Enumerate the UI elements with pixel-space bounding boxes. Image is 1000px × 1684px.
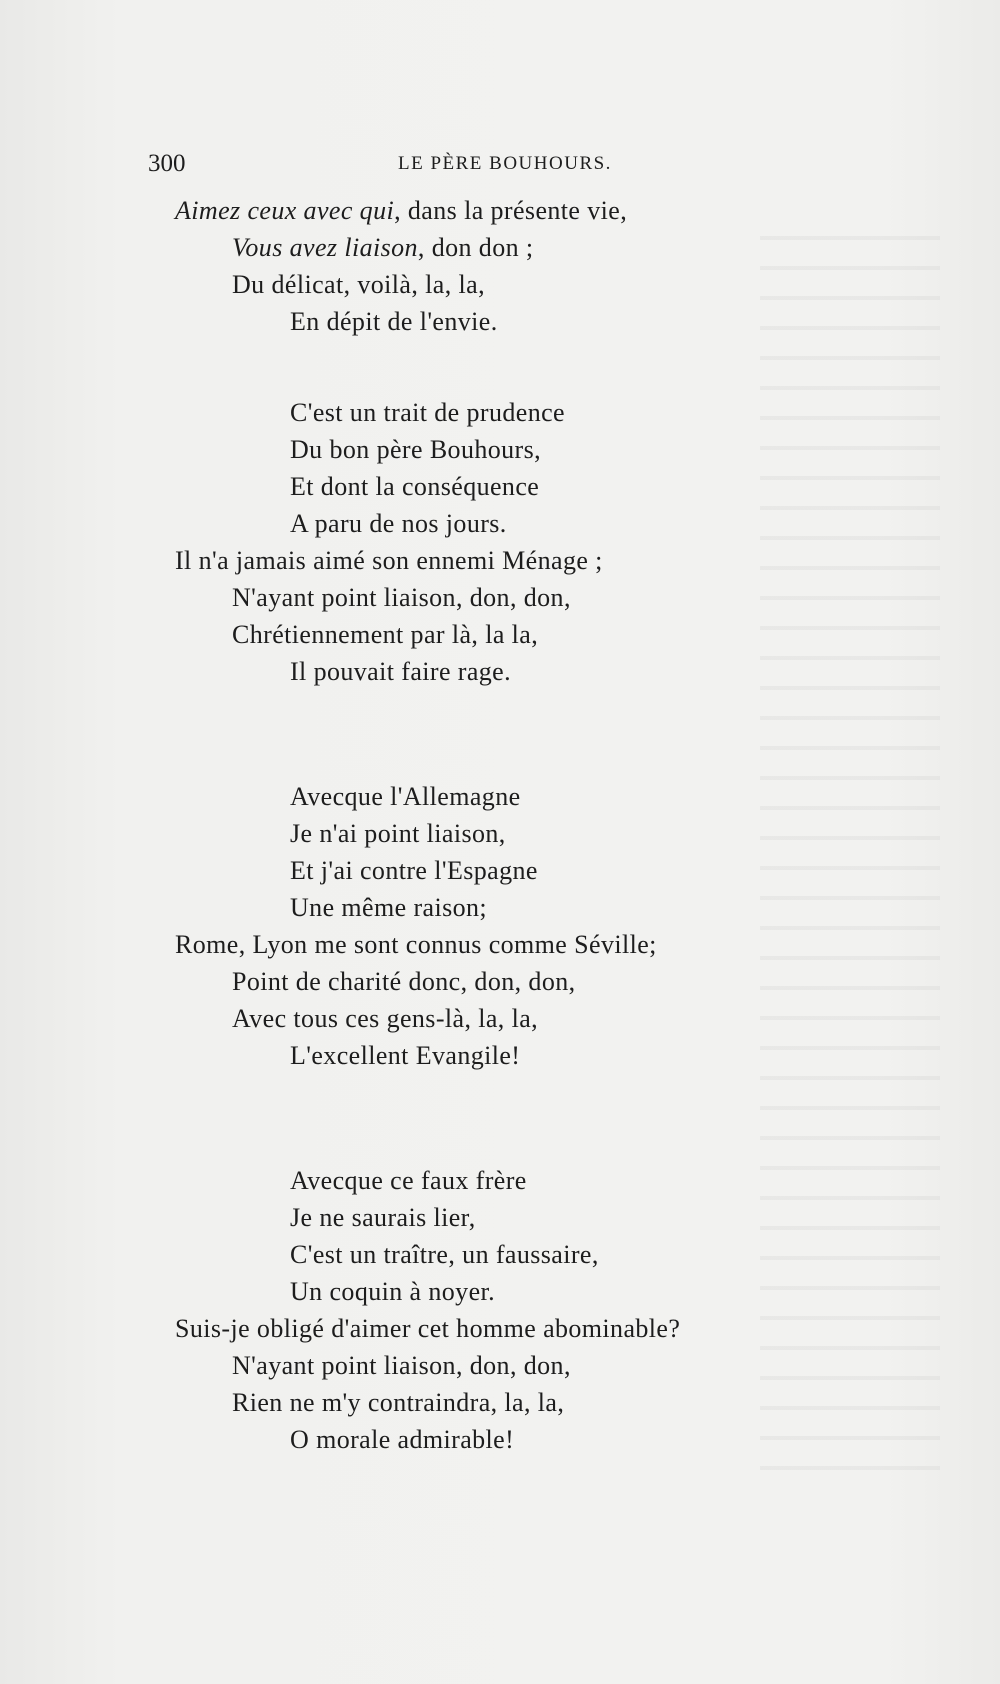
verse-text: N'ayant point liaison, don, don, (232, 583, 571, 612)
verse-line (232, 581, 571, 615)
verse-line (175, 928, 657, 962)
verse-text: Et dont la conséquence (290, 472, 540, 501)
page-header (148, 150, 658, 182)
verse-text: En dépit de l'envie. (290, 307, 498, 336)
verse-text: C'est un traître, un faussaire, (290, 1240, 599, 1269)
verse-line (232, 618, 538, 652)
verse-text: Chrétiennement par là, la la, (232, 620, 539, 649)
verse-text: O morale admirable! (290, 1425, 515, 1454)
verse-line (290, 396, 565, 430)
verse-line (290, 507, 507, 541)
show-through-bleed (760, 210, 940, 1490)
verse-text: Je n'ai point liaison, (290, 819, 506, 848)
verse-line (232, 1349, 571, 1383)
verse-line (175, 544, 603, 578)
verse-line (290, 470, 539, 504)
verse-line (232, 1002, 538, 1036)
verse-line (290, 817, 506, 851)
verse-line (290, 1238, 599, 1272)
verse-line (290, 891, 487, 925)
verse-line (290, 1275, 495, 1309)
verse-text: Je ne saurais lier, (290, 1203, 476, 1232)
verse-text: Il n'a jamais aimé son ennemi Ménage ; (175, 546, 603, 575)
verse-line (290, 433, 541, 467)
verse-line (232, 1386, 564, 1420)
verse-text: Rome, Lyon me sont connus comme Séville; (175, 930, 657, 959)
verse-text: Rien ne m'y contraindra, la, la, (232, 1388, 565, 1417)
verse-text: Un coquin à noyer. (290, 1277, 496, 1306)
verse-line (232, 268, 485, 302)
verse-line (290, 655, 511, 689)
verse-text: L'excellent Evangile! (290, 1041, 521, 1070)
verse-text: Une même raison; (290, 893, 488, 922)
italic-text: Vous avez liaison (232, 233, 418, 262)
verse-line (232, 231, 534, 265)
verse-line (290, 305, 498, 339)
verse-text: , dans la présente vie, (394, 196, 628, 225)
verse-line (290, 1423, 514, 1457)
italic-text: Aimez ceux avec qui (175, 196, 395, 225)
verse-line (175, 1312, 680, 1346)
verse-text: Point de charité donc, don, don, (232, 967, 576, 996)
verse-line (290, 1201, 476, 1235)
verse-text: C'est un trait de prudence (290, 398, 565, 427)
verse-text: N'ayant point liaison, don, don, (232, 1351, 571, 1380)
verse-text: Du délicat, voilà, la, la, (232, 270, 485, 299)
verse-text: Avec tous ces gens-là, la, la, (232, 1004, 539, 1033)
verse-line (175, 194, 627, 228)
page-number: 300 (148, 150, 186, 177)
verse-text: Avecque l'Allemagne (290, 782, 521, 811)
verse-text: , don don ; (417, 233, 534, 262)
verse-text: Avecque ce faux frère (290, 1166, 527, 1195)
verse-line (290, 854, 538, 888)
verse-text: Et j'ai contre l'Espagne (290, 856, 538, 885)
verse-line (232, 965, 576, 999)
verse-text: Du bon père Bouhours, (290, 435, 542, 464)
verse-text: A paru de nos jours. (290, 509, 507, 538)
verse-text: Suis-je obligé d'aimer cet homme abominable? (175, 1314, 681, 1343)
verse-line (290, 1039, 520, 1073)
verse-text: Il pouvait faire rage. (290, 657, 512, 686)
verse-line (290, 1164, 527, 1198)
verse-line (290, 780, 521, 814)
running-title: LE PÈRE BOUHOURS. (398, 153, 612, 174)
